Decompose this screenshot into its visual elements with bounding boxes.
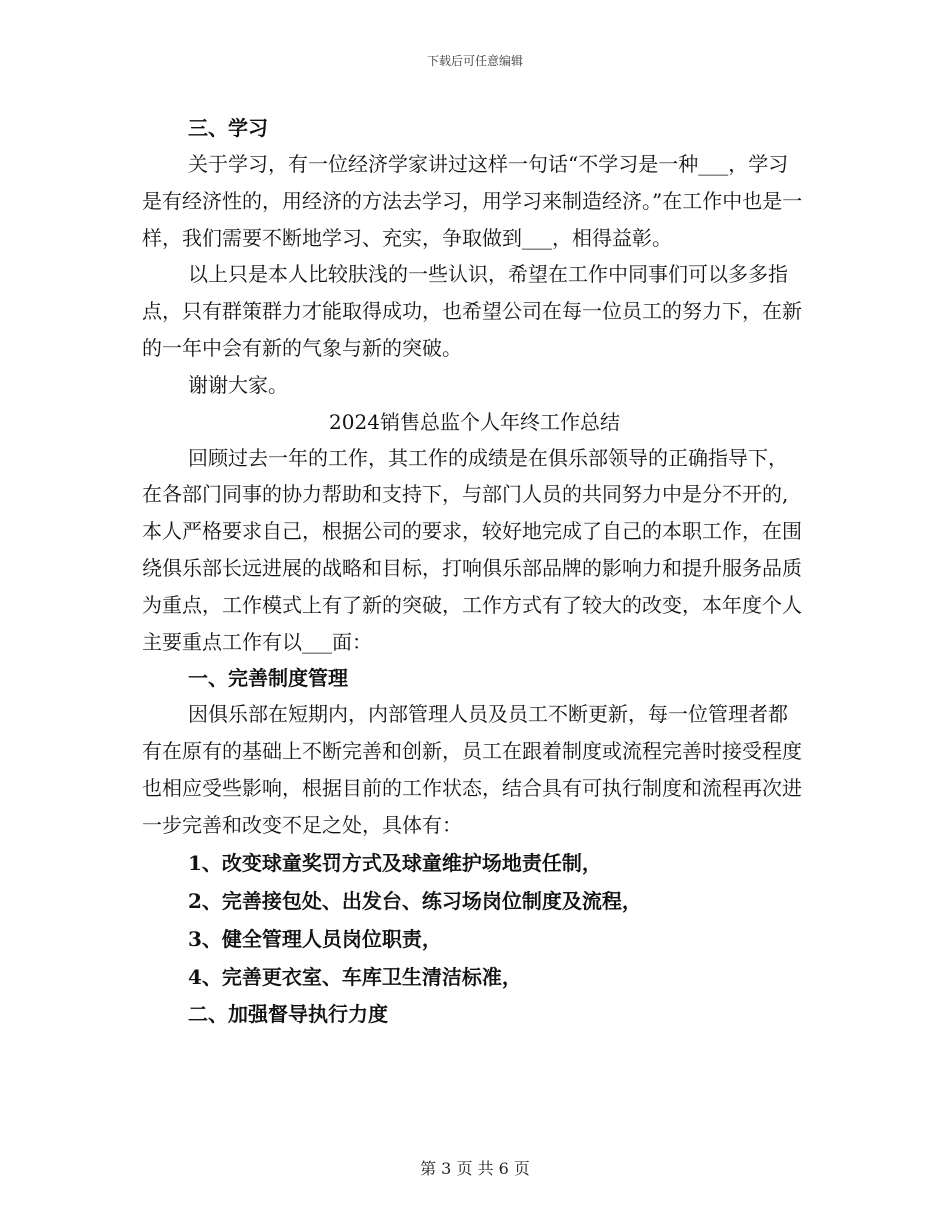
section-heading-study: 三、学习 [188,116,268,140]
page-header: 下载后可任意编辑 [426,54,523,68]
list-item: 1、改变球童奖罚方式及球童维护场地责任制， [188,850,602,875]
section-heading-system: 一、完善制度管理 [188,666,348,691]
document-title: 2024销售总监个人年终工作总结 [329,409,620,434]
section-heading-supervision: 二、加强督导执行力度 [188,1001,388,1026]
document-body [142,110,807,1032]
list-item: 2、完善接包处、出发台、练习场岗位制度及流程， [188,888,642,913]
list-item: 4、完善更衣室、车库卫生清洁标准， [188,964,522,989]
paragraph-thanks: 谢谢大家。 [188,372,288,397]
page-number: 第 3 页 共 6 页 [420,1159,530,1178]
paragraph-conclusion: 以上只是本人比较肤浅的一些认识，希望在工作中同事们可以多多指点，只有群策群力才能取得成功，也希望公司在每一位员工的努力下，在新的一年中会有新的气象与新的突破。 [142,262,802,360]
paragraph-system: 因俱乐部在短期内，内部管理人员及员工不断更新，每一位管理者都有在原有的基础上不断完善和创新，员工在跟着制度或流程完善时接受程度也相应受些影响，根据目前的工作状态，结合具有可执行制度和流程再次进一步完善和改变不足之处，具体有： [142,702,802,837]
list-item: 3、健全管理人员岗位职责， [188,926,442,951]
paragraph-intro: 回顾过去一年的工作，其工作的成绩是在俱乐部领导的正确指导下，在各部门同事的协力帮助和支持下，与部门人员的共同努力中是分不开的,本人严格要求自己，根据公司的要求，较好地完成了自己的本职工作，在围绕俱乐部长远进展的战略和目标，打响俱乐部品牌的影响力和提升服务品质为重点，工作模式上有了新的突破，工作方式有了较大的改变，本年度个人主要重点工作有以___面： [142,445,802,654]
paragraph-study: 关于学习，有一位经济学家讲过这样一句话“不学习是一种___，学习是有经济性的，用经济的方法去学习，用学习来制造经济。”在工作中也是一样，我们需要不断地学习、充实，争取做到___，相得益彰。 [142,152,803,250]
